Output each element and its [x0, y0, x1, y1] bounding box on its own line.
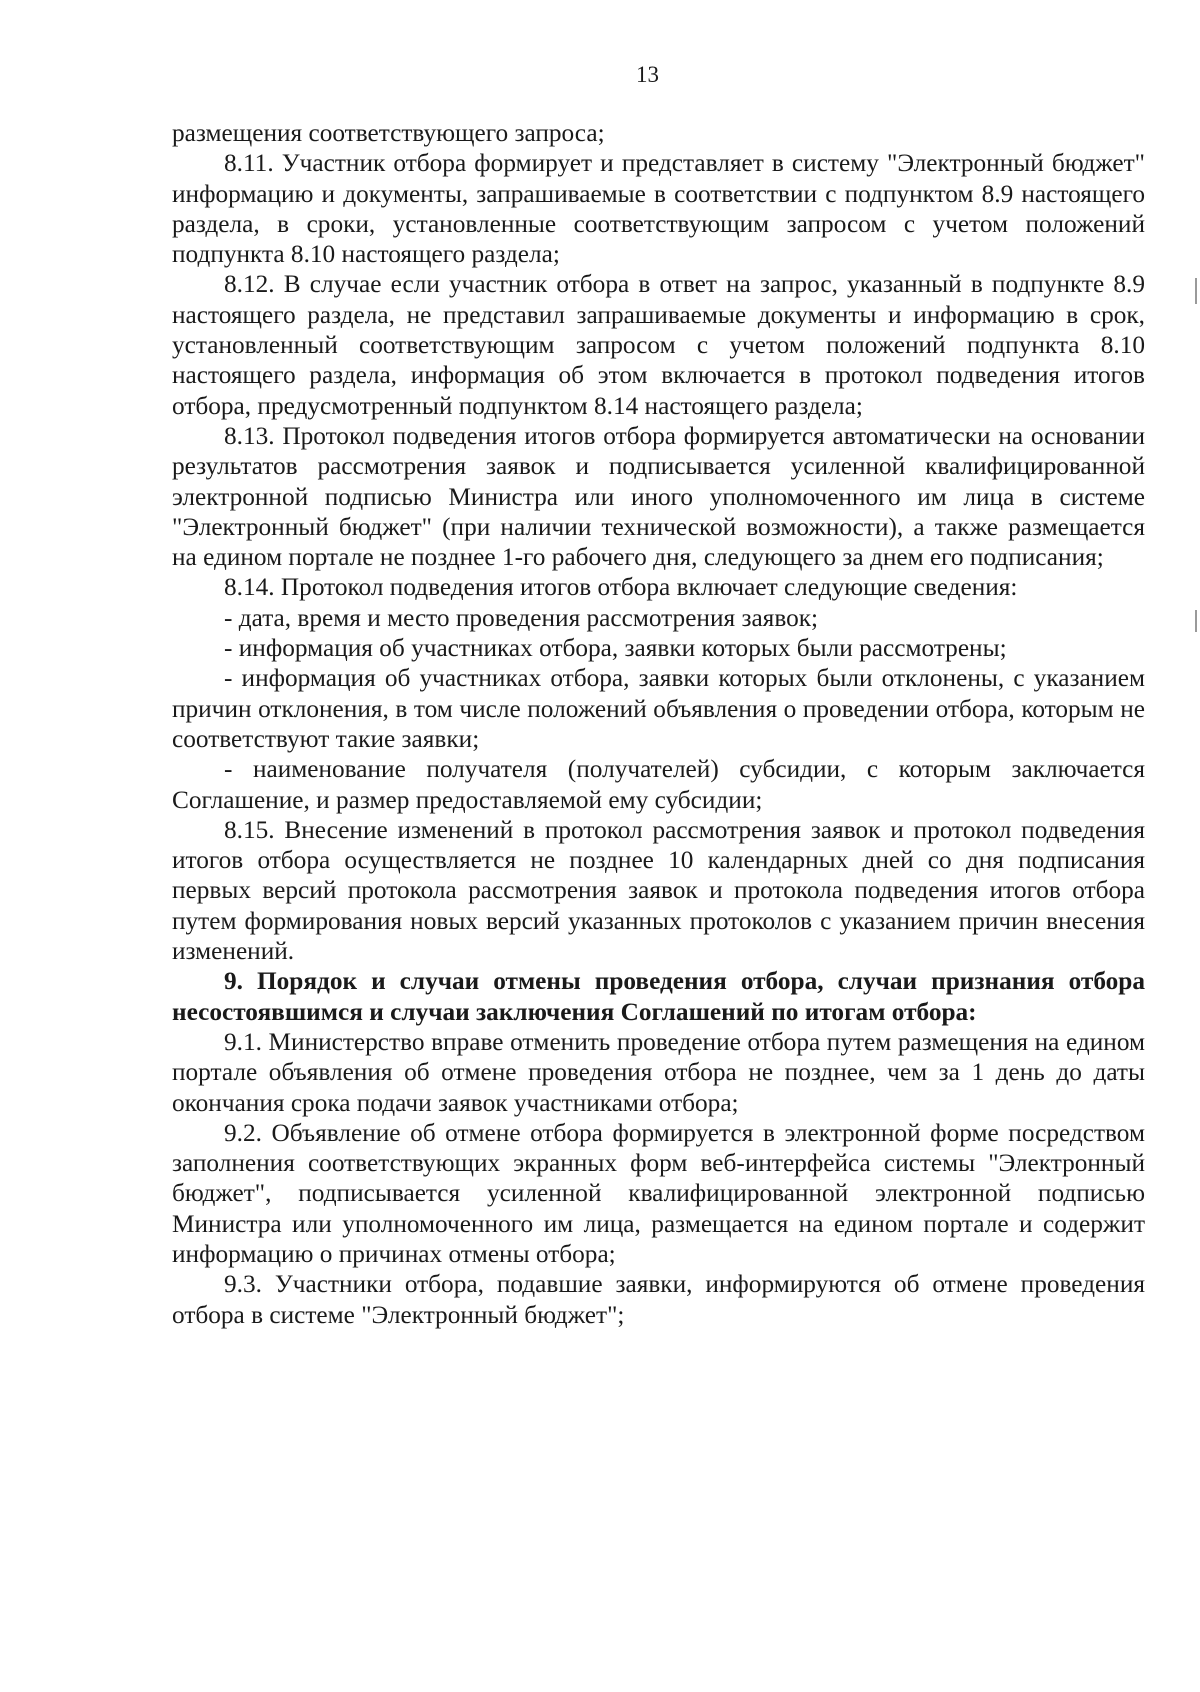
- paragraph-9-1: 9.1. Министерство вправе отменить проведение отбора путем размещения на едином портале объявления об отмене проведения отбора не позднее, чем за 1 день до даты окончания срока подачи заявок участниками отбора;: [172, 1027, 1145, 1117]
- section-9-heading: 9. Порядок и случаи отмены проведения отбора, случаи признания отбора несостоявшимся и случаи заключения Соглашений по итогам отбора:: [172, 967, 1145, 1026]
- paragraph-8-12: 8.12. В случае если участник отбора в ответ на запрос, указанный в подпункте 8.9 настоящего раздела, не представил запрашиваемые документы и информацию в срок, установленный соответствующим запросом с учетом положений подпункта 8.10 настоящего раздела, информация об этом включается в протокол подведения итогов отбора, предусмотренный подпунктом 8.14 настоящего раздела;: [172, 270, 1145, 420]
- page-number: 13: [636, 62, 659, 87]
- list-item-date-time-place: - дата, время и место проведения рассмотрения заявок;: [224, 603, 819, 632]
- document-body: [172, 118, 1145, 1330]
- paragraph-8-13: 8.13. Протокол подведения итогов отбора формируется автоматически на основании результатов рассмотрения заявок и подписывается усиленной квалифицированной электронной подписью Министра или иного уполномоченного им лица в системе "Электронный бюджет" (при наличии технической возможности), а также размещается на едином портале не позднее 1-го рабочего дня, следующего за днем его подписания;: [172, 421, 1145, 572]
- list-item-reviewed-applications: - информация об участниках отбора, заявки которых были рассмотрены;: [224, 634, 1007, 663]
- scan-edge-mark: [1195, 278, 1197, 304]
- list-item-subsidy-recipient: - наименование получателя (получателей) субсидии, с которым заключается Соглашение, и размер предоставляемой ему субсидии;: [172, 755, 1145, 814]
- paragraph-8-11: 8.11. Участник отбора формирует и представляет в систему "Электронный бюджет" информацию и документы, запрашиваемые в соответствии с подпунктом 8.9 настоящего раздела, в сроки, установленные соответствующим запросом с учетом положений подпункта 8.10 настоящего раздела;: [172, 149, 1145, 269]
- paragraph-9-3: 9.3. Участники отбора, подавшие заявки, информируются об отмене проведения отбора в системе "Электронный бюджет";: [172, 1270, 1145, 1329]
- paragraph-8-14: 8.14. Протокол подведения итогов отбора включает следующие сведения:: [224, 573, 1018, 602]
- list-item-rejected-applications: - информация об участниках отбора, заявки которых были отклонены, с указанием причин отклонения, в том числе положений объявления о проведении отбора, которым не соответствуют такие заявки;: [172, 664, 1145, 753]
- paragraph-9-2: 9.2. Объявление об отмене отбора формируется в электронной форме посредством заполнения соответствующих экранных форм веб-интерфейса системы "Электронный бюджет", подписывается усиленной квалифицированной электронной подписью Министра или уполномоченного им лица, размещается на едином портале и содержит информацию о причинах отмены отбора;: [172, 1118, 1145, 1268]
- paragraph-8-15: 8.15. Внесение изменений в протокол рассмотрения заявок и протокол подведения итогов отбора осуществляется не позднее 10 календарных дней со дня подписания первых версий протокола рассмотрения заявок и протокола подведения итогов отбора путем формирования новых версий указанных протоколов с указанием причин внесения изменений.: [172, 815, 1145, 966]
- scan-edge-mark: [1195, 610, 1197, 632]
- paragraph-continuation: размещения соответствующего запроса;: [172, 119, 605, 147]
